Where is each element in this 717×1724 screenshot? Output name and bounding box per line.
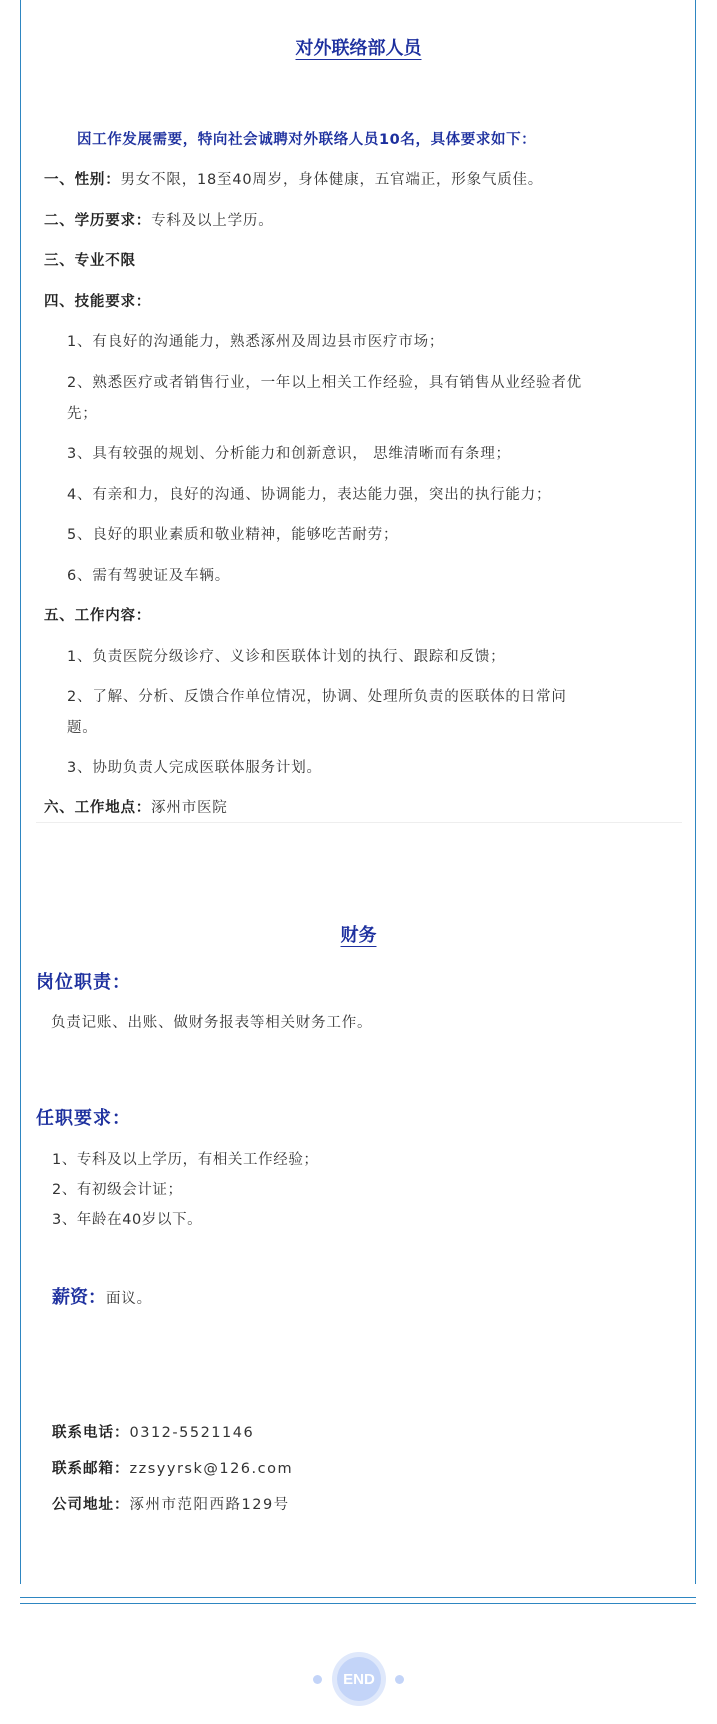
list-item: 6、需有驾驶证及车辆。 — [67, 568, 231, 584]
list-item: 1、有良好的沟通能力，熟悉涿州及周边县市医疗市场； — [67, 334, 445, 350]
end-dot-right — [395, 1675, 404, 1684]
list-item: 3、年龄在40岁以下。 — [52, 1212, 203, 1228]
list-item: 先； — [67, 406, 98, 422]
content-frame — [20, 0, 696, 1584]
work-label: 五、工作内容： — [44, 608, 152, 624]
section-divider — [36, 822, 682, 823]
location-label: 六、工作地点： — [44, 800, 152, 816]
duty-text: 负责记账、出账、做财务报表等相关财务工作。 — [51, 1015, 373, 1031]
major-row — [44, 249, 136, 270]
education-value: 专科及以上学历。 — [151, 213, 274, 229]
location-value: 涿州市医院 — [151, 800, 228, 816]
salary-value: 面议。 — [106, 1291, 152, 1307]
education-label: 二、学历要求： — [44, 213, 152, 229]
skills-label: 四、技能要求： — [44, 294, 152, 310]
list-item: 2、有初级会计证； — [52, 1182, 183, 1198]
contact-email-row — [52, 1457, 293, 1478]
requirements-heading: 任职要求： — [36, 1108, 131, 1129]
list-item: 2、了解、分析、反馈合作单位情况，协调、处理所负责的医联体的日常问 — [67, 689, 567, 705]
education-row — [44, 209, 274, 230]
salary-row — [52, 1283, 152, 1309]
list-item: 1、负责医院分级诊疗、义诊和医联体计划的执行、跟踪和反馈； — [67, 649, 506, 665]
duty-heading: 岗位职责： — [36, 972, 131, 993]
intro-text: 因工作发展需要，特向社会诚聘对外联络人员10名，具体要求如下： — [77, 132, 537, 148]
address-value: 涿州市范阳西路129号 — [129, 1497, 290, 1513]
frame-bottom-line-2 — [20, 1603, 696, 1604]
phone-value: 0312-5521146 — [129, 1425, 255, 1441]
section-title-text: 财务 — [340, 925, 377, 946]
contact-address-row — [52, 1493, 290, 1514]
salary-label: 薪资： — [52, 1287, 106, 1308]
gender-label: 一、性别： — [44, 172, 121, 188]
list-item: 5、良好的职业素质和敬业精神，能够吃苦耐劳； — [67, 527, 399, 543]
list-item: 1、专科及以上学历，有相关工作经验； — [52, 1152, 319, 1168]
list-item: 题。 — [67, 720, 98, 736]
end-label: END — [337, 1657, 381, 1701]
gender-row — [44, 168, 543, 189]
work-heading — [44, 604, 151, 625]
end-badge — [0, 1650, 717, 1710]
major-label: 三、专业不限 — [44, 253, 136, 269]
address-label: 公司地址： — [52, 1497, 130, 1513]
gender-value: 男女不限，18至40周岁，身体健康，五官端正，形象气质佳。 — [120, 172, 544, 188]
list-item: 3、具有较强的规划、分析能力和创新意识， 思维清晰而有条理； — [67, 446, 511, 462]
list-item: 2、熟悉医疗或者销售行业，一年以上相关工作经验，具有销售从业经验者优 — [67, 375, 582, 391]
end-dot-left — [313, 1675, 322, 1684]
skills-heading — [44, 290, 151, 311]
email-label: 联系邮箱： — [52, 1461, 130, 1477]
section-title-finance — [0, 921, 717, 947]
end-circle-outer — [332, 1652, 386, 1706]
email-value: zzsyyrsk@126.com — [129, 1461, 294, 1477]
frame-bottom-line — [20, 1597, 696, 1598]
phone-label: 联系电话： — [52, 1425, 130, 1441]
contact-phone-row — [52, 1421, 254, 1442]
list-item: 3、协助负责人完成医联体服务计划。 — [67, 760, 322, 776]
section-title-liaison — [0, 34, 717, 60]
section-title-text: 对外联络部人员 — [295, 38, 422, 59]
list-item: 4、有亲和力，良好的沟通、协调能力，表达能力强，突出的执行能力； — [67, 487, 552, 503]
location-row — [44, 796, 228, 817]
